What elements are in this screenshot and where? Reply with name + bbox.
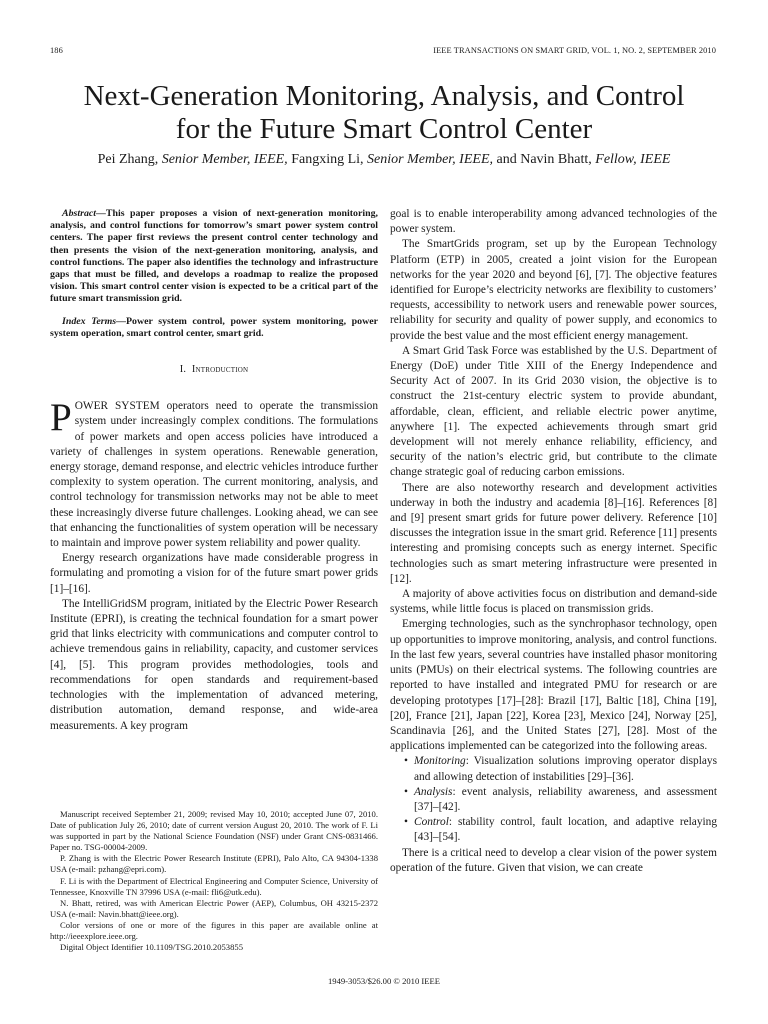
- title-line-1: Next-Generation Monitoring, Analysis, and Control: [83, 80, 685, 112]
- section-number: I.: [179, 364, 187, 376]
- bullet-icon: •: [404, 816, 408, 829]
- section-heading: [50, 362, 378, 377]
- author-3-role: Fellow, IEEE: [595, 152, 671, 167]
- footnote-author-3: N. Bhatt, retired, was with American Electric Power (AEP), Columbus, OH 43215-2372 USA (e-mail: Navin.bhatt@ieee.org).: [50, 897, 378, 919]
- journal-header: IEEE TRANSACTIONS ON SMART GRID, VOL. 1, NO. 2, SEPTEMBER 2010: [433, 46, 716, 55]
- footnote-block: [50, 808, 378, 953]
- list-item-text: : Visualization solutions improving operator displays and allowing detection of instabilities [29]–[36].: [414, 755, 717, 783]
- list-item-text: : stability control, fault location, and adaptive relaying [43]–[54].: [414, 816, 717, 844]
- author-2-role: Senior Member, IEEE,: [367, 152, 493, 167]
- index-terms: [50, 316, 378, 340]
- intro-paragraph-1-text: OWER SYSTEM operators need to operate the transmission system under increasingly complex conditions. The formulations of power markets and open access policies have introduced a variety of challenges in system operations. Renewable generation, energy storage, demand response, and electric vehicles introduce further complexity to system operation. The current monitoring, analysis, and control technology for transmission networks may not be able to meet these increasingly diverse future challenges. Looking ahead, we can see that enhancing the functionalities of system operation will be necessary to maintain and improve power system reliability and power quality.: [50, 400, 378, 550]
- right-paragraph-3: There are also noteworthy research and development activities underway in both the industry and academia [8]–[16]. References [8] and [9] present smart grids for future power delivery. Reference [10] discusses the integration issue in the smart grid. Reference [11] presents interesting and promising concepts such as energy internet. Specific technologies such as smart metering infrastructure were presented in [12].: [390, 481, 717, 585]
- list-item-text: : event analysis, reliability awareness, and assessment [37]–[42].: [414, 785, 717, 813]
- footnote-doi: Digital Object Identifier 10.1109/TSG.2010.2053855: [60, 942, 243, 953]
- bullet-icon: •: [404, 785, 408, 798]
- intro-paragraph-1: [50, 396, 378, 551]
- footnote-manuscript: Manuscript received September 21, 2009; revised May 10, 2010; accepted June 07, 2010. Date of publication July 26, 2010; date of current version August 20, 2010. The work of F. Li was supported in part by the National Science Foundation (NSF) under Grant CNS-0831466. Paper no. TSG-00004-2009.: [50, 809, 378, 853]
- author-3-name: Navin Bhatt,: [520, 152, 592, 167]
- right-paragraph-4: A majority of above activities focus on distribution and demand-side systems, while little focus is placed on transmission grids.: [390, 588, 717, 616]
- abstract-label: Abstract—: [62, 208, 106, 219]
- section-title: Introduction: [191, 364, 249, 376]
- list-item-term: Monitoring: [414, 755, 466, 768]
- copyright-line: 1949-3053/$26.00 © 2010 IEEE: [327, 976, 441, 986]
- list-item-term: Control: [414, 816, 449, 829]
- list-item: [390, 785, 717, 815]
- index-terms-text: Power system control, power system monitoring, power system operation, smart control center, smart grid.: [50, 315, 379, 339]
- intro-paragraph-2: Energy research organizations have made considerable progress in formulating and promoting a vision for of the future smart power grids [1]–[16].: [50, 552, 378, 595]
- abstract-text: This paper proposes a vision of next-generation monitoring, analysis, and control functions for tomorrow’s smart power system control centers. The paper first reviews the present control center technology and then presents the vision of the next-generation monitoring, analysis, and control functions. The paper also identifies the technology and infrastructure gaps that must be filled, and develops a roadmap to realize the proposed vision. This smart control center vision is expected to be a critical part of the future smart transmission grid.: [50, 208, 378, 305]
- list-item-term: Analysis: [414, 785, 453, 798]
- abstract: [50, 208, 378, 306]
- footnote-color: Color versions of one or more of the figures in this paper are available online at http://ieeexplore.ieee.org.: [50, 919, 378, 942]
- title-line-2: for the Future Smart Control Center: [175, 113, 593, 145]
- author-1-name: Pei Zhang,: [97, 152, 159, 167]
- right-paragraph-2: A Smart Grid Task Force was established by the U.S. Department of Energy (DoE) under Title XIII of the Energy Independence and Security Act of 2007. In its Grid 2030 vision, the objective is to construct the 21st-century electric system to provide abundant, affordable, clean, efficient, and reliable electric power anytime, anywhere [1]. The expected achievements through smart grid development will not merely enhance reliability, efficiency, and security of the nation’s electric grid, but contribute to the climate change strategic goal of reducing carbon emissions.: [390, 344, 717, 479]
- intro-paragraph-3: The IntelliGridSM program, initiated by the Electric Power Research Institute (EPRI), is creating the technical foundation for a smart power grid that links electricity with communications and computer control to achieve tremendous gains in reliability, capacity, and customer services [4], [5]. This program provides methodologies, tools and recommendations for open standards and requirement-based technologies with the implementation of advanced metering, distribution automation, demand response, and wide-area measurements. A key program: [50, 597, 378, 732]
- right-paragraph-1: The SmartGrids program, set up by the European Technology Platform (ETP) in 2005, created a joint vision for the European networks for the year 2020 and beyond [6], [7]. The objective features identified for Europe’s electricity networks are flexibility to customers’ requests, accessibility to network users and renewable power sources, reliability for security and quality of power supply, and economics to provide the best value and the most efficient energy management.: [390, 238, 717, 342]
- author-1-role: Senior Member, IEEE,: [161, 152, 288, 167]
- application-list: [390, 754, 717, 845]
- author-line: [40, 151, 728, 169]
- author-conjunction: and: [496, 152, 517, 167]
- bullet-icon: •: [404, 755, 408, 768]
- list-item: [390, 815, 717, 845]
- running-head: [50, 46, 716, 58]
- right-paragraph-6: There is a critical need to develop a clear vision of the power system operation of the future. Given that vision, we can create: [390, 846, 717, 874]
- paper-title: [40, 80, 728, 146]
- drop-cap: P: [50, 396, 72, 440]
- index-terms-label: Index Terms—: [62, 315, 126, 327]
- right-paragraph-0: goal is to enable interoperability among advanced technologies of the power system.: [390, 208, 717, 236]
- right-column: [390, 207, 717, 876]
- page-number: 186: [50, 46, 63, 55]
- list-item: [390, 754, 717, 784]
- footnote-author-1: P. Zhang is with the Electric Power Research Institute (EPRI), Palo Alto, CA 94304-1338 USA (e-mail: pzhang@epri.com).: [50, 853, 378, 875]
- author-2-name: Fangxing Li,: [291, 152, 364, 167]
- footnote-author-2: F. Li is with the Department of Electrical Engineering and Computer Science, University of Tennessee, Knoxville TN 37996 USA (e-mail: fli6@utk.edu).: [50, 875, 378, 897]
- right-paragraph-5: Emerging technologies, such as the synchrophasor technology, open up opportunities to improve monitoring, analysis, and control functions. In the last few years, several countries have installed phasor monitoring units (PMUs) on their electrical systems. The following countries are reported to have installed and integrated PMU for research or are developing prototypes [17]–[28]: Brazil [17], Baltic [18], China [19], [20], France [21], Japan [22], Korea [23], Mexico [24], Norway [25], Scandinavia [26], and the United States [27], [28]. Most of the applications implemented can be categorized into the following areas.: [390, 618, 717, 753]
- left-column: [50, 208, 378, 734]
